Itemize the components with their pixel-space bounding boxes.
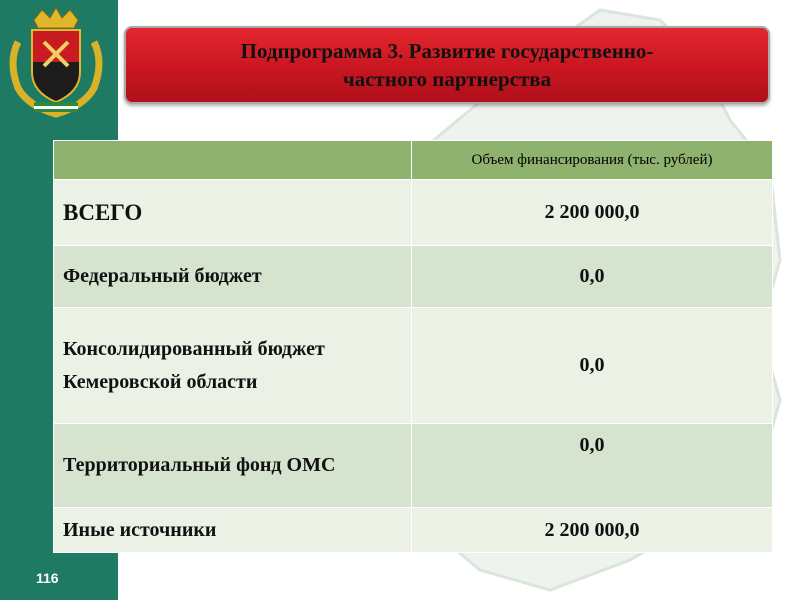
table-row	[54, 424, 773, 508]
table-header-row	[54, 141, 773, 180]
row-value: 2 200 000,0	[412, 508, 773, 553]
title-banner	[124, 26, 770, 104]
row-value: 0,0	[412, 246, 773, 308]
table-row	[54, 180, 773, 246]
table-row	[54, 508, 773, 553]
row-value: 0,0	[412, 308, 773, 424]
row-label: Иные источники	[54, 508, 412, 553]
table-row	[54, 308, 773, 424]
financing-table	[53, 140, 773, 553]
row-label: Территориальный фонд ОМС	[54, 424, 412, 508]
slide-title	[167, 37, 727, 93]
slide-title-line1: Подпрограмма 3. Развитие государственно-	[240, 39, 654, 63]
table-row	[54, 246, 773, 308]
header-label-cell	[54, 141, 412, 180]
row-label: Федеральный бюджет	[54, 246, 412, 308]
page-number: 116	[36, 570, 59, 586]
row-label: Консолидированный бюджет Кемеровской области	[54, 308, 412, 424]
row-label: ВСЕГО	[54, 180, 412, 246]
row-value: 0,0	[412, 424, 773, 508]
coat-of-arms-emblem	[4, 2, 108, 120]
slide-title-line2: частного партнерства	[342, 67, 552, 91]
header-value-cell: Объем финансирования (тыс. рублей)	[412, 141, 773, 180]
row-value: 2 200 000,0	[412, 180, 773, 246]
